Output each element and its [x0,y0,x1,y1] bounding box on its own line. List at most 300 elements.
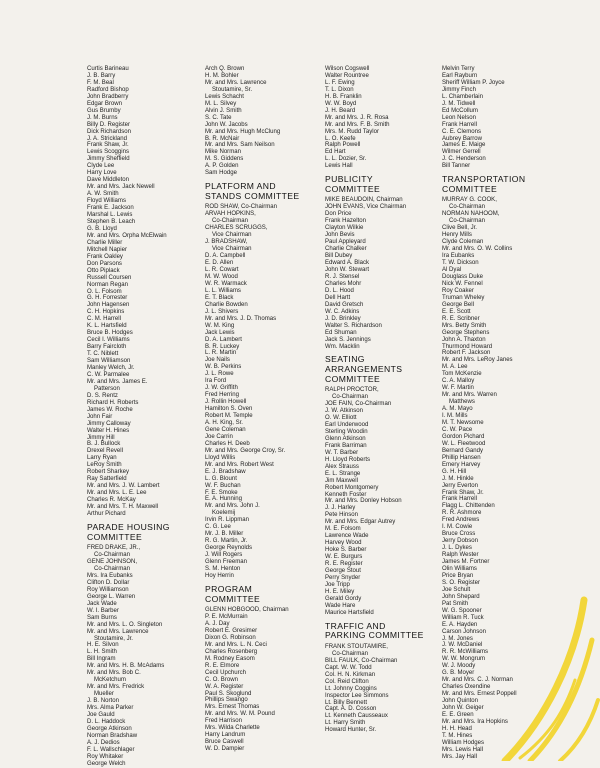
name-line: Lloyd Willis [205,454,236,461]
name-line: D. A. Campbell [205,253,246,260]
name-line: I. M. Cowie [442,524,473,531]
name-line: Dave Middleton [87,177,130,184]
name-line: James E. Maige [442,142,486,149]
section-title-line: PARKING COMMITTEE [325,630,424,641]
name-list [87,66,170,518]
name-line: Mrs. Alma Parker [87,705,134,712]
name-line: William R. Tuck [442,614,484,621]
name-line: Robert F. Jackson [442,350,491,357]
name-line: Paul Appleyard [325,239,366,246]
name-line: Mr. and Mrs. J. W. Lambert [87,483,160,490]
name-line: Charlie Bowden [205,301,248,308]
name-line: Mrs. Wilda Charlette [205,725,260,732]
name-line: J. A. Strickland [87,135,127,142]
name-line: Bernard Gandy [442,447,484,454]
name-line: Henry Mills [442,232,472,239]
name-line: Don Parsons [87,260,122,267]
name-line: Jack S. Jennings [325,336,371,343]
name-line: E. A. Hayden [442,621,478,628]
name-line: Gene Coleman [205,426,246,433]
name-line: Fred Herring [205,392,239,399]
name-line: Curtis Barineau [87,66,129,72]
name-line: Mr. and Mrs. Warren [442,392,497,399]
name-line: Douglass Duke [442,273,484,280]
section-title-line: COMMITTEE [87,531,143,542]
name-line: CHARLES SCRUGGS, [205,225,268,232]
section-title-platform-stands [205,182,300,201]
name-line: W. A. Register [205,683,244,690]
name-line: S. O. Register [442,579,480,586]
name-line: J. L. Shivers [205,308,239,315]
name-line: H. E. Miley [325,588,355,595]
name-line: Koelemij [212,510,236,517]
name-line: Jimmy Calloway [87,420,131,427]
name-line: P. E. McMurrain [205,614,248,621]
name-line: B. J. Bullock [87,441,121,448]
name-line: Vice Chairman [212,232,252,239]
name-line: W. I. Barber [87,607,119,614]
name-line: H. B. Franklin [325,93,362,100]
name-line: Co-Chairman [94,566,130,572]
name-line: T. M. Hines [442,732,473,739]
name-line: Mrs. Ira Eubanks [87,572,133,579]
name-line: Clayton Wilkie [325,225,364,232]
name-line: Capt. W. W. Todd [325,664,372,671]
name-line: Carson Johnson [442,628,487,635]
name-line: Manley Welch, Jr. [87,364,135,371]
name-line: Lewis Hall [325,163,353,170]
name-line: W. E. Burgurs [325,554,363,561]
name-line: Walter Rountree [325,72,369,79]
name-line: W. W. Mongrum [442,656,486,663]
name-line: Sam Williamson [87,358,131,365]
name-line: G. H. Hill [442,468,467,475]
name-line: Edward A. Black [325,260,370,267]
name-line: J. J. Harley [325,505,356,512]
name-line: Mr. and Mrs. J. R. Rosa [325,114,389,121]
name-line: C. W. Pace [442,426,473,433]
section-title-traffic-parking [325,622,424,641]
name-line: J. M. Burns [87,114,118,121]
name-line: W. J. Moody [442,663,476,670]
name-line: George Stout [325,568,361,575]
name-line: C. W. Parmalee [87,371,130,378]
name-list [325,66,424,170]
parade-housing-members [87,545,170,768]
name-line: Ira Eubanks [442,253,475,260]
name-line: L. L. Dozier, Sr. [325,156,367,163]
name-line: Ralph Powell [325,142,361,149]
name-line: Ira Ford [205,378,227,385]
name-line: Mrs. Lewis Hall [442,746,483,753]
name-line: Lawrence Wade [325,533,369,540]
name-line: Clive Bell, Jr. [442,225,477,232]
name-list [205,66,300,177]
name-line: S. M. Henton [205,566,241,572]
name-line: Sheriff William P. Joyce [442,79,505,86]
name-line: W. B. Perkins [205,364,242,371]
name-line: Olin Williams [442,566,477,572]
name-line: G. B. Lloyd [87,225,117,232]
name-line: H. M. Bohler [205,72,239,79]
name-line: Matthews [449,399,475,406]
name-line: Ray Satterfield [87,476,127,483]
name-line: Mr. and Mrs. Fredrick [87,684,145,691]
name-line: A. H. King, Sr. [205,419,243,426]
name-line: Jack Wade [87,600,117,607]
name-line: George Stephens [442,329,490,336]
name-line: Robert M. Temple [205,413,253,420]
name-line: Fred Harrison [205,718,242,725]
name-line: Mr. and Mrs. J. D. Thomas [205,315,277,322]
name-line: Co-Chairman [332,650,368,657]
name-line: Arthur Pichard [87,511,126,517]
name-line: S. C. Tate [205,114,232,121]
name-line: William Hodges [442,739,485,746]
name-line: M. Rodney Easom [205,655,255,662]
name-line: Mr. and Mrs. LeRoy Janes [442,357,513,364]
name-line: Mr. and Mrs. L. O. Singleton [87,621,163,628]
section-title-line: ARRANGEMENTS [325,364,403,375]
name-line: Mr. and Mrs. L. N. Ceci [205,641,267,648]
name-line: Mr. and Mrs. F. B. Smith [325,121,390,128]
name-line: A. M. Mayo [442,406,473,413]
name-line: J. D. Brinkley [325,315,361,322]
name-line: James M. Fortner [442,559,490,566]
name-line: Co-Chairman [449,204,485,211]
name-line: B. R. Luckey [205,343,240,350]
name-line: LeRoy Smith [87,462,122,469]
transportation-members [442,197,525,760]
name-line: Wilson Cogswell [325,66,370,72]
name-line: Bruce Cross [442,531,476,538]
name-line: Frank E. Jackson [87,205,134,212]
name-line: Perry Snyder [325,574,361,581]
name-line: John W. Stewart [325,267,370,274]
name-line: John Quinton [442,698,478,705]
name-line: Norman Regan [87,281,129,288]
name-line: Mr. and Mrs. Hugh McClung [205,128,281,135]
name-line: Jimmy Sheffield [87,156,130,163]
name-line: W. D. Dampier [205,746,245,753]
name-line: Thurmond Howard [442,343,493,350]
name-line: Lt. Kenneth Causseaux [325,713,388,720]
section-title-line: COMMITTEE [325,373,381,384]
name-line: John Fair [87,413,113,420]
name-line: Charles H. Deeb [205,440,250,447]
name-line: Phillip Hansen [442,454,481,461]
name-line: JOE FAIN, Co-Chairman [325,401,392,408]
name-line: Ed Hart [325,149,346,156]
name-line: Clyde Coleman [442,239,484,246]
name-line: Joe Nails [205,357,230,364]
name-line: F. L. Wallschlager [87,746,135,753]
name-line: MIKE BEAUDOIN, Chairman [325,197,403,204]
name-line: Gus Brumby [87,107,121,114]
name-line: M. W. Wood [205,273,238,280]
name-line: Price Bryan [442,572,474,579]
name-line: E. D. Allen [205,260,234,267]
name-line: Mr. and Mrs. Sam Neilson [205,142,275,149]
name-line: R. E. Register [325,561,363,568]
name-line: Mrs. Ernest Thomas [205,704,260,711]
name-line: Lt. Billy Bennett [325,699,368,706]
name-line: Charles Mohr [325,280,362,287]
name-line: Howard Hunter, Sr. [325,727,377,734]
name-line: MURRAY G. COOK, [442,197,497,204]
name-list [442,66,525,170]
name-line: Bill Ingram [87,656,116,663]
name-line: Phillips Swango [205,697,248,704]
name-line: M. E. Folsom [325,526,361,533]
name-line: Mr. and Mrs. Edgar Autrey [325,519,396,526]
name-line: Irvin R. Lippman [205,517,250,524]
name-line: Charlie Miller [87,239,123,246]
name-line: J. H. Beard [325,107,356,114]
name-line: Hoke S. Barber [325,547,367,554]
name-line: Vice Chairman [212,246,252,253]
name-line: Dick Richardson [87,128,132,135]
name-line: J. Will Rogers [205,552,243,559]
name-line: Mrs. M. Rudd Taylor [325,128,379,135]
name-line: James W. Roche [87,406,133,413]
name-line: J. BRADSHAW, [205,239,248,246]
name-line: Ed McCollum [442,107,478,114]
name-line: Tom McKenzie [442,371,482,378]
name-line: Glenn Freeman [205,559,248,566]
name-line: C. O. Brown [205,676,238,683]
name-line: Lewis Scoggins [87,149,130,156]
name-line: J. B. Norton [87,698,119,705]
name-line: W. T. Barber [325,449,359,456]
name-line: K. L. Hartsfield [87,323,127,330]
name-line: J. W. Atkinson [325,408,363,415]
name-line: Mr. and Mrs. O. W. Collins [442,246,513,253]
name-line: Mrs. Jay Hall [442,753,477,760]
name-line: Gordon Pichard [442,433,485,440]
name-line: F. M. Beal [87,79,114,86]
name-line: FRANK STOUTAMIRE, [325,643,388,650]
name-line: Otto Piplack [87,267,120,274]
name-line: Jerry Everton [442,482,478,489]
name-line: John Bradberry [87,93,129,100]
name-line: Roy Williamson [87,586,129,593]
name-line: BILL FAULK, Co-Chairman [325,657,398,664]
name-line: Jack Lewis [205,329,235,336]
name-line: Charles R. McKay [87,497,136,504]
name-line: Dell Hartt [325,294,351,301]
name-line: Maurice Hartsfield [325,609,374,616]
name-line: McKetchum [94,677,126,684]
name-line: Col. H. N. Kirkman [325,671,376,678]
name-line: R. J. Stensel [325,273,360,280]
name-line: Billy D. Register [87,121,131,128]
name-line: Co-Chairman [449,218,485,225]
name-line: Mr. and Mrs. Bob C. [87,670,141,677]
name-line: Walter S. Richardson [325,322,382,329]
name-line: Mr. and Mrs. Lawrence [87,628,149,635]
name-line: Col. Reid Clifton [325,678,369,685]
name-line: Paul S. Skoglund [205,690,252,697]
name-line: John Hagensen [87,302,130,309]
name-line: Mueller [94,691,114,698]
name-line: Roy Whitaker [87,753,124,760]
section-title-line: PARADE HOUSING [87,521,170,532]
name-line: O. L. Folsom [87,288,122,295]
name-line: Mr. and Mrs. James E. [87,378,148,385]
name-line: FRED DRAKE, JR., [87,545,141,552]
name-line: Harry Love [87,170,117,177]
name-line: W. L. Fleetwood [442,440,486,447]
name-line: Stoutamire, Sr. [212,86,252,93]
name-line: Clyde Lee [87,163,115,170]
name-line: J. C. Henderson [442,156,486,163]
section-title-seating [325,355,424,384]
section-title-line: PUBLICITY [325,174,374,185]
name-line: Frank Harrell [442,496,477,503]
name-line: Frank Oakley [87,253,123,260]
name-line: John W. Geiger [442,705,484,712]
name-line: L. R. Cowart [205,267,239,274]
section-title-program [205,585,300,604]
name-line: W. R. Warmack [205,280,247,287]
name-line: Co-Chairman [94,552,130,559]
name-line: Barry Faircloth [87,344,127,351]
name-line: Charlie Chalker [325,246,367,253]
name-line: George Atkinson [87,725,132,732]
name-line: Lewis Schacht [205,93,244,100]
name-line: Mrs. Betty Smith [442,322,487,329]
name-line: J. W. McDaniel [442,642,483,649]
name-line: Radford Bishop [87,86,129,93]
name-line: Jimmy Hill [87,434,115,441]
name-line: JOHN EVANS, Vice Chairman [325,204,407,211]
section-title-line: COMMITTEE [205,593,261,604]
name-line: Wm. Macklin [325,343,360,350]
name-line: RALPH PROCTOR, [325,387,379,394]
column-1 [87,66,170,768]
name-line: Melvin Terry [442,66,475,72]
name-line: A. J. Day [205,621,230,627]
name-line: Marshal L. Lewis [87,212,133,219]
name-line: R. G. Martin, Jr. [205,538,248,545]
name-line: J. W. Griffith [205,385,238,392]
section-title-parade-housing [87,523,170,542]
name-line: W. W. Boyd [325,100,357,107]
name-line: D. A. Lambert [205,336,242,343]
name-line: R. E. Scribner [442,315,480,322]
name-line: Ed Shuman [325,329,357,336]
name-line: R. R. McWilliams [442,649,489,656]
name-line: Harvey Wood [325,540,362,547]
name-line: Leon Nelson [442,114,476,121]
name-line: Wade Hare [325,602,356,609]
name-line: L. R. Martin [205,350,237,357]
name-line: Emery Harvey [442,461,481,468]
name-line: John W. Jacobs [205,121,248,128]
name-line: Mr. and Mrs. Lawrence [205,79,267,86]
name-line: Capt. A. D. Cosson [325,706,377,713]
name-line: A. W. Smith [87,191,119,198]
name-line: E. E. Scott [442,308,471,315]
name-line: H. Lloyd Roberts [325,456,371,463]
name-line: John Bevis [325,232,355,239]
publicity-members [325,197,424,350]
name-line: H. H. Head [442,725,472,732]
name-line: A. P. Golden [205,163,239,170]
name-line: J. L. Rowe [205,371,234,378]
name-line: Frank Shaw, Jr. [87,142,129,149]
column-2 [205,66,300,753]
name-line: W. F. Buchan [205,482,241,489]
name-line: Larry Ryan [87,455,117,462]
name-line: M. A. Lee [442,364,468,371]
name-line: R. E. Elmore [205,662,240,669]
name-line: Co-Chairman [212,218,248,225]
name-line: C. H. Hopkins [87,309,125,316]
name-line: Ralph Wester [442,552,479,559]
name-line: Mr. and Mrs. Orpha McElwain [87,232,167,239]
name-line: I. M. Mills [442,413,468,420]
name-line: Patterson [94,385,120,392]
name-line: Frank Hazelton [325,218,367,225]
name-line: George Reynolds [205,545,253,552]
name-line: E. J. Bradshaw [205,468,246,475]
name-line: Bruce Caswell [205,739,244,746]
name-line: Sam Burns [87,614,117,621]
name-line: Roy Coaker [442,287,474,294]
name-line: L. H. Smith [87,649,117,656]
name-line: T. W. Dickson [442,260,479,267]
name-line: Floyd Williams [87,198,126,205]
name-line: Bruce B. Hodges [87,330,133,337]
name-line: E. L. Strange [325,470,361,477]
name-line: Joe Tripp [325,581,350,588]
name-line: Russell Coursen [87,274,132,281]
program-members [205,607,300,753]
section-title-line: PLATFORM AND [205,181,277,192]
name-line: D. L. Haddock [87,718,126,725]
name-line: Mr. and Mrs. Ira Hopkins [442,718,508,725]
name-line: Drexel Revell [87,448,123,455]
section-title-line: SEATING [325,354,365,365]
name-line: Sterling Woodin [325,428,368,435]
name-line: O. W. Elliott [325,415,357,422]
name-line: Frank Shaw, Jr. [442,489,484,496]
name-line: J. Rollin Howell [205,399,247,406]
name-line: Alvin J. Smith [205,107,242,114]
section-title-line: COMMITTEE [442,183,498,194]
name-line: T. L. Dixon [325,86,354,93]
name-line: Walter H. Hines [87,427,130,434]
name-line: G. B. Moyer [442,670,475,677]
name-line: Bill Tanner [442,163,471,170]
name-line: Sam Hodge [205,170,237,177]
name-line: Dixon G. Robinson [205,634,256,641]
name-line: C. G. Lee [205,524,231,531]
name-line: Bill Dubey [325,253,353,260]
name-line: Co-Chairman [332,394,368,401]
name-line: A. J. Dedios [87,739,120,746]
name-line: H. E. Silvon [87,642,119,649]
name-line: Joe Gauld [87,712,115,719]
name-line: Glenn Atkinson [325,435,366,442]
name-line: L. O. Keefe [325,135,356,142]
name-line: George Bell [442,301,474,308]
name-line: Mr. and Mrs. C. J. Norman [442,677,513,684]
seating-members [325,387,424,616]
name-line: Kenneth Foster [325,491,367,498]
